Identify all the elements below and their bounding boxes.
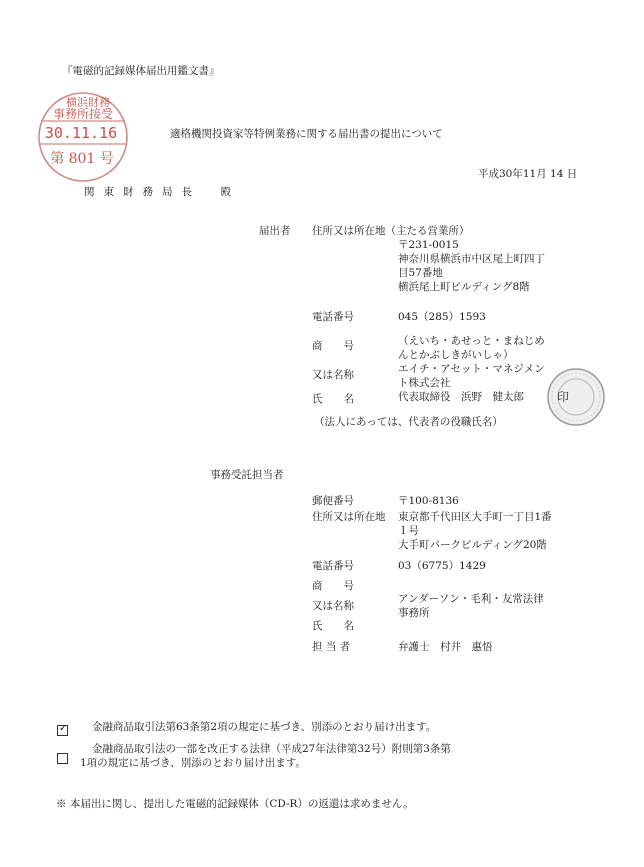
- statement-checkbox-1[interactable]: [57, 725, 68, 736]
- notifier-trade-label-alt: 又は名称: [312, 369, 354, 381]
- document-date: 平成30年11月 14 日: [478, 168, 578, 180]
- stamp-date: 30.11.16: [44, 124, 118, 142]
- notifier-address-line: 目57番地: [398, 267, 443, 279]
- agent-contact: 弁護士 村井 惠悟: [398, 641, 493, 653]
- agent-firm-line: 事務所: [398, 607, 430, 619]
- notifier-name-label: 氏 名: [312, 393, 354, 405]
- page-title: 適格機関投資家等特例業務に関する届出書の提出について: [170, 128, 443, 140]
- agent-contact-label: 担 当 者: [312, 641, 351, 653]
- notifier-phone-label: 電話番号: [312, 311, 354, 323]
- seal-char: 印: [557, 390, 570, 404]
- agent-postal-label: 郵便番号: [312, 495, 354, 507]
- notifier-name: 代表取締役 浜野 健太郎: [398, 391, 524, 403]
- notifier-trade-reading-line: んとかぶしきがいしゃ）: [398, 349, 514, 361]
- agent-postal: 〒100-8136: [398, 495, 459, 507]
- agent-phone-label: 電話番号: [312, 560, 354, 572]
- statement-1-text: 金融商品取引法第63条第2項の規定に基づき、別添のとおり届け出ます。: [92, 721, 437, 733]
- notifier-address-line: 神奈川県横浜市中区尾上町四丁: [398, 253, 545, 265]
- agent-name-label: 氏 名: [312, 620, 354, 632]
- notifier-postal: 〒231-0015: [398, 239, 459, 251]
- document-header: 『電磁的記録媒体届出用鑑文書』: [62, 65, 220, 77]
- seal-graphic: [545, 366, 607, 428]
- statement-checkbox-2[interactable]: [57, 753, 68, 764]
- receipt-stamp: [36, 90, 130, 184]
- footnote: ※ 本届出に関し、提出した電磁的記録媒体（CD-R）の返還は求めません。: [56, 798, 414, 810]
- notifier-address-label: 住所又は所在地（主たる営業所）: [312, 225, 470, 237]
- check-mark-icon: ✓: [59, 723, 68, 734]
- agent-trade-label-alt: 又は名称: [312, 600, 354, 612]
- company-seal: [545, 366, 607, 428]
- notifier-trade-name-line: ト株式会社: [398, 377, 451, 389]
- notifier-note: （法人にあっては、代表者の役職氏名）: [314, 416, 503, 428]
- agent-address-label: 住所又は所在地: [312, 511, 386, 523]
- agent-address-line: １号: [398, 525, 419, 537]
- stamp-line2: 事務所接受: [52, 107, 114, 121]
- addressee: 関東財務局長 殿: [84, 186, 240, 198]
- stamp-number: 第 801 号: [50, 151, 114, 167]
- notifier-address-line: 横浜尾上町ビルディング8階: [398, 281, 530, 293]
- statement-2-text: 1項の規定に基づき、別添のとおり届け出ます。: [80, 757, 306, 769]
- agent-address-line: 東京都千代田区大手町一丁目1番: [398, 511, 552, 523]
- notifier-trade-name-line: エイチ・アセット・マネジメン: [398, 363, 545, 375]
- agent-section-label: 事務受託担当者: [210, 469, 284, 481]
- receipt-stamp-graphic: [36, 90, 130, 184]
- notifier-phone: 045（285）1593: [398, 311, 486, 323]
- statement-2-text: 金融商品取引法の一部を改正する法律（平成27年法律第32号）附則第3条第: [92, 743, 451, 755]
- notifier-trade-label: 商 号: [312, 340, 354, 352]
- agent-trade-label: 商 号: [312, 580, 354, 592]
- agent-firm-line: アンダーソン・毛利・友常法律: [398, 593, 544, 605]
- notifier-trade-reading-line: （えいち・あせっと・まねじめ: [398, 335, 545, 347]
- stamp-line1: 横浜財務: [66, 96, 110, 109]
- agent-address-line: 大手町パークビルディング20階: [398, 539, 547, 551]
- agent-phone: 03（6775）1429: [398, 560, 486, 572]
- notifier-section-label: 届出者: [259, 225, 291, 237]
